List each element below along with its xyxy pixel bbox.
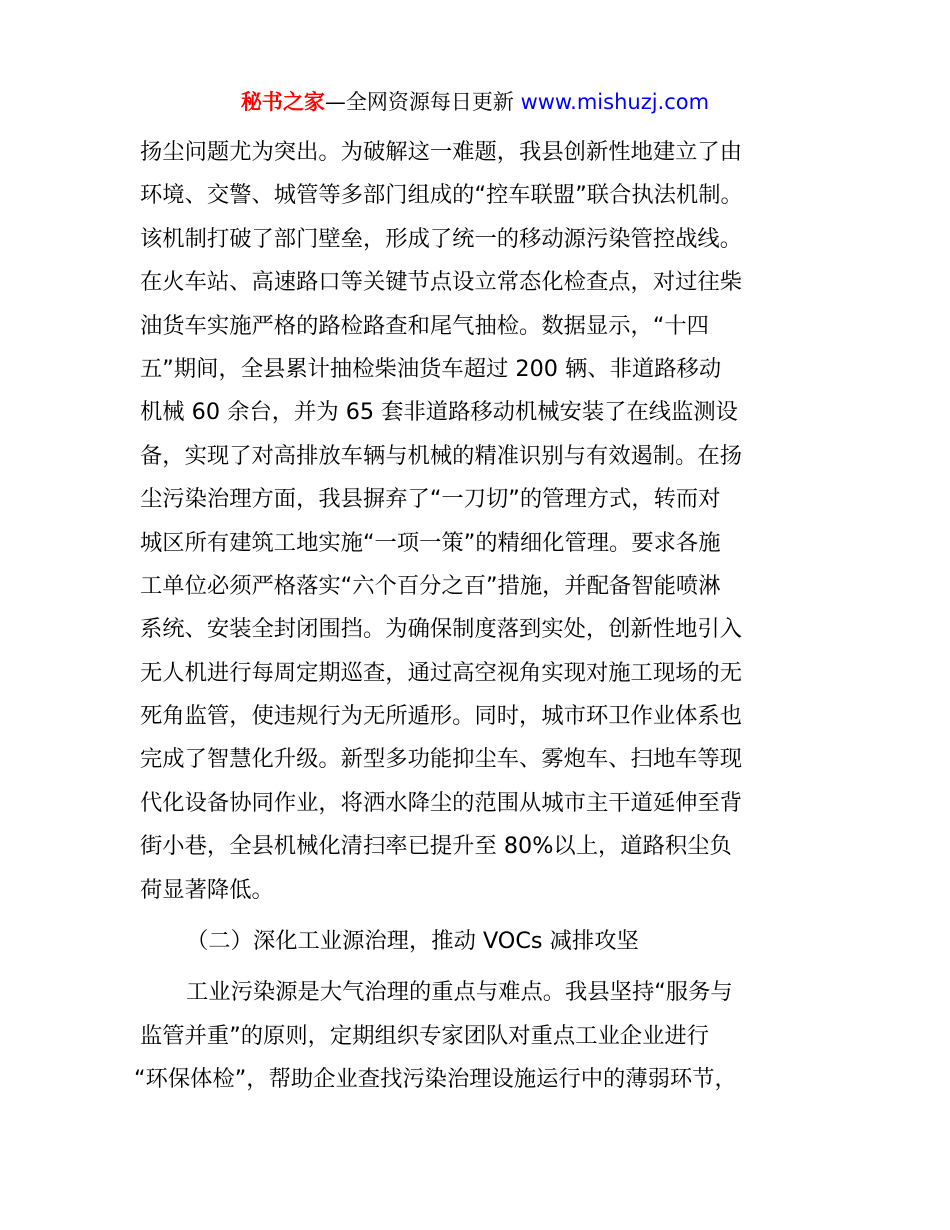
- document-body: [134, 131, 820, 1102]
- text-line: 死角监管，使违规行为无所遁形。同时，城市环卫作业体系也: [140, 703, 743, 730]
- text-line: 备，实现了对高排放车辆与机械的精准识别与有效遏制。在扬: [140, 442, 743, 469]
- text-line: 完成了智慧化升级。新型多功能抑尘车、雾炮车、扫地车等现: [140, 746, 743, 773]
- section-heading: （二）深化工业源治理，推动 VOCs 减排攻坚: [186, 928, 639, 955]
- text-line: 街小巷，全县机械化清扫率已提升至 80%以上，道路积尘负: [140, 833, 732, 860]
- text-line: 代化设备协同作业，将洒水降尘的范围从城市主干道延伸至背: [140, 789, 743, 816]
- text-line: 城区所有建筑工地实施“一项一策”的精细化管理。要求各施: [140, 529, 721, 556]
- text-line: 系统、安装全封闭围挡。为确保制度落到实处，创新性地引入: [140, 616, 743, 643]
- text-line: 无人机进行每周定期巡查，通过高空视角实现对施工现场的无: [140, 659, 743, 686]
- text-line: 工业污染源是大气治理的重点与难点。我县坚持“服务与: [186, 979, 733, 1006]
- text-line: 油货车实施严格的路检路查和尾气抽检。数据显示，“十四: [140, 312, 709, 339]
- header-slogan: —全网资源每日更新: [324, 90, 521, 114]
- paragraph-vehicle-dust-control: [140, 131, 820, 912]
- text-line: 五”期间，全县累计抽检柴油货车超过 200 辆、非道路移动: [140, 355, 722, 382]
- text-line: 尘污染治理方面，我县摒弃了“一刀切”的管理方式，转而对: [140, 486, 721, 513]
- header-brand: 秘书之家: [240, 90, 325, 114]
- text-line: 工单位必须严格落实“六个百分之百”措施，并配备智能喷淋: [140, 572, 721, 599]
- page-header: [0, 86, 950, 118]
- text-line: 监管并重”的原则，定期组织专家团队对重点工业企业进行: [140, 1022, 709, 1049]
- text-line: “环保体检”，帮助企业查找污染治理设施运行中的薄弱环节，: [134, 1066, 737, 1093]
- text-line: 在火车站、高速路口等关键节点设立常态化检查点，对过往柴: [140, 269, 743, 296]
- text-line: 该机制打破了部门壁垒，形成了统一的移动源污染管控战线。: [140, 225, 743, 252]
- paragraph-industrial-source: [134, 971, 820, 1101]
- text-line: 荷显著降低。: [140, 876, 274, 903]
- header-url-link[interactable]: www.mishuzj.com: [520, 90, 710, 114]
- text-line: 环境、交警、城管等多部门组成的“控车联盟”联合执法机制。: [140, 182, 743, 209]
- text-line: 机械 60 余台，并为 65 套非道路移动机械安装了在线监测设: [140, 399, 738, 426]
- text-line: 扬尘问题尤为突出。为破解这一难题，我县创新性地建立了由: [140, 139, 743, 165]
